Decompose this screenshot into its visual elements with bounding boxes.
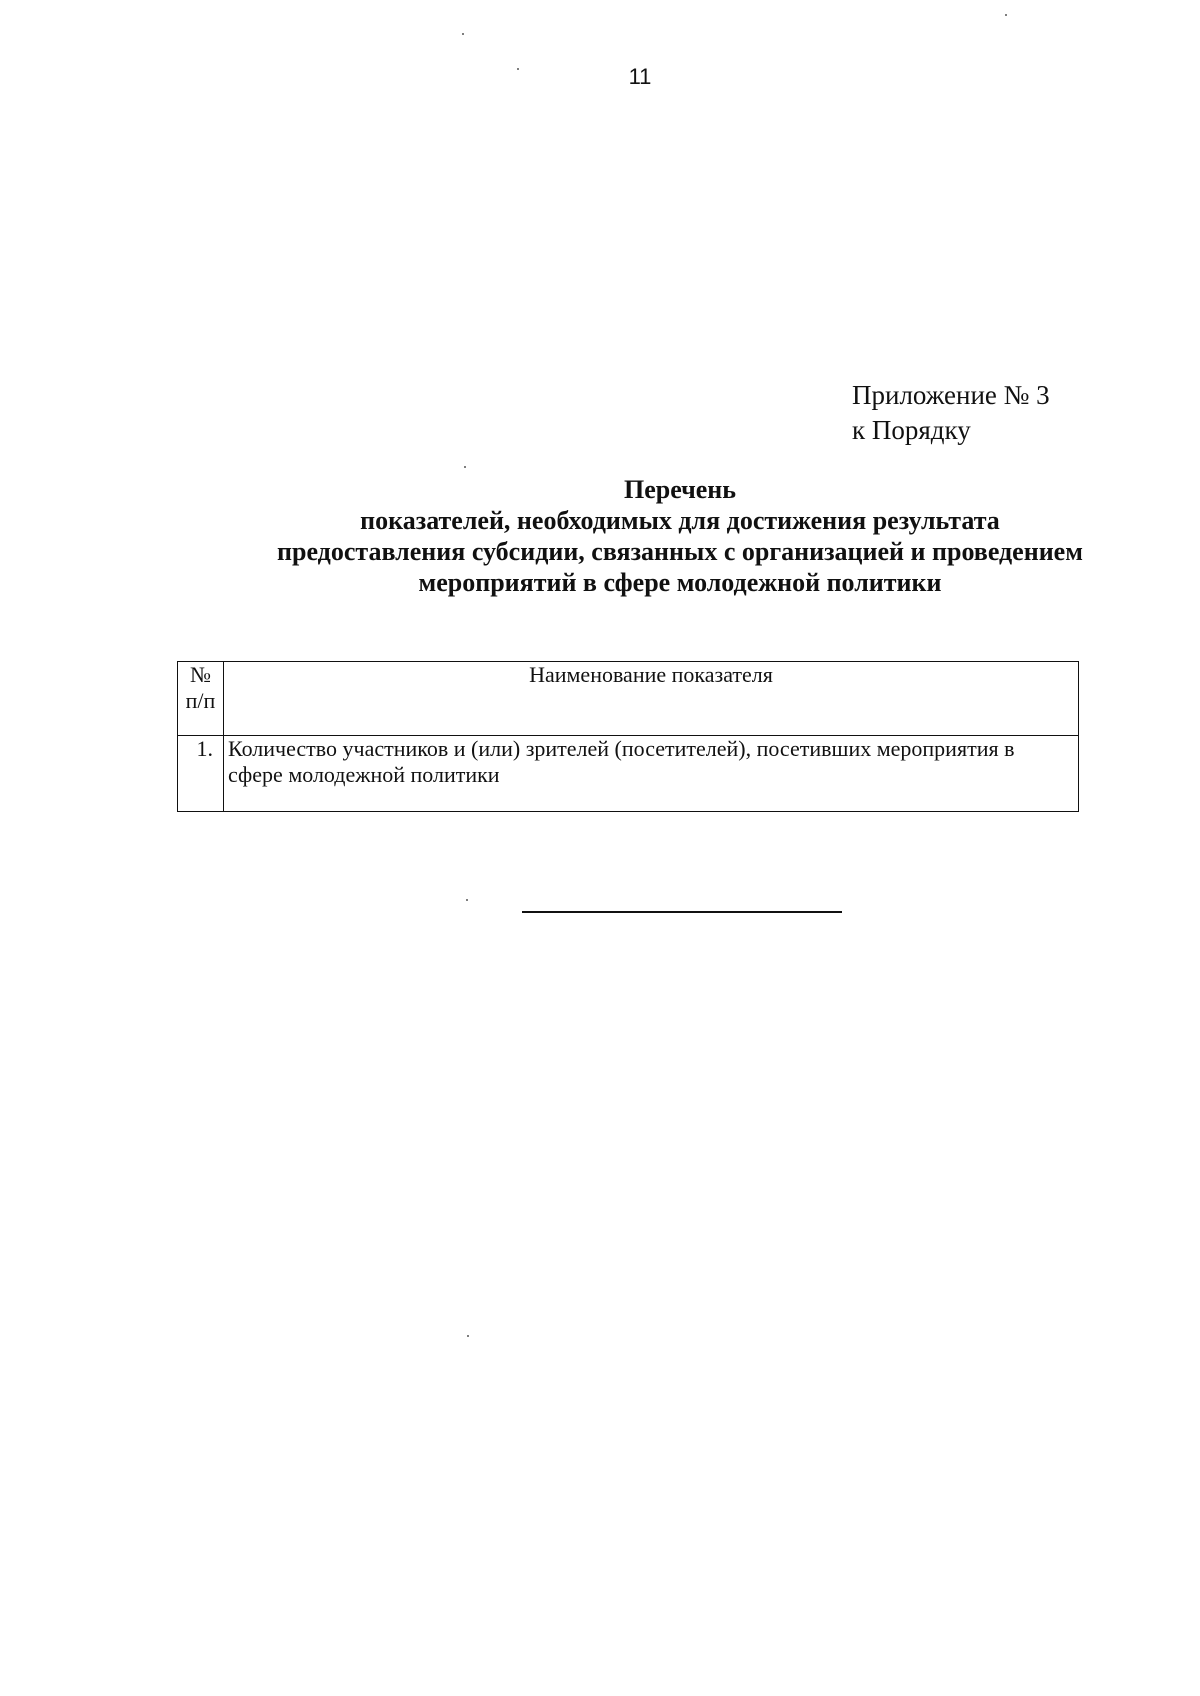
header-name-cell: Наименование показателя [224, 662, 1079, 736]
scan-speck [464, 466, 466, 468]
heading-line: мероприятий в сфере молодежной политики [418, 568, 942, 597]
scan-speck [467, 1335, 469, 1337]
heading-line: показателей, необходимых для достижения результата [360, 506, 1000, 535]
scan-speck [517, 68, 519, 70]
appendix-reference [852, 378, 1050, 448]
indicators-table [177, 661, 1079, 812]
closing-rule [522, 911, 842, 913]
table-row [178, 736, 1079, 812]
row-number-cell: 1. [178, 736, 224, 812]
row-name-cell: Количество участников и (или) зрителей (посетителей), посетивших мероприятия в сфере молодежной политики [224, 736, 1079, 812]
header-number-sign: № [190, 662, 211, 687]
table-header-row [178, 662, 1079, 736]
scan-speck [466, 899, 468, 901]
scan-speck [462, 33, 464, 35]
page-number: 11 [628, 64, 652, 89]
heading-line: предоставления субсидии, связанных с организацией и проведением [277, 537, 1083, 566]
scan-speck [1005, 14, 1007, 16]
document-heading [100, 474, 1200, 598]
appendix-number: Приложение № 3 [852, 380, 1050, 410]
appendix-target: к Порядку [852, 415, 971, 445]
header-number-cell [178, 662, 224, 736]
heading-title: Перечень [623, 475, 737, 504]
header-number-abbr: п/п [185, 688, 216, 713]
